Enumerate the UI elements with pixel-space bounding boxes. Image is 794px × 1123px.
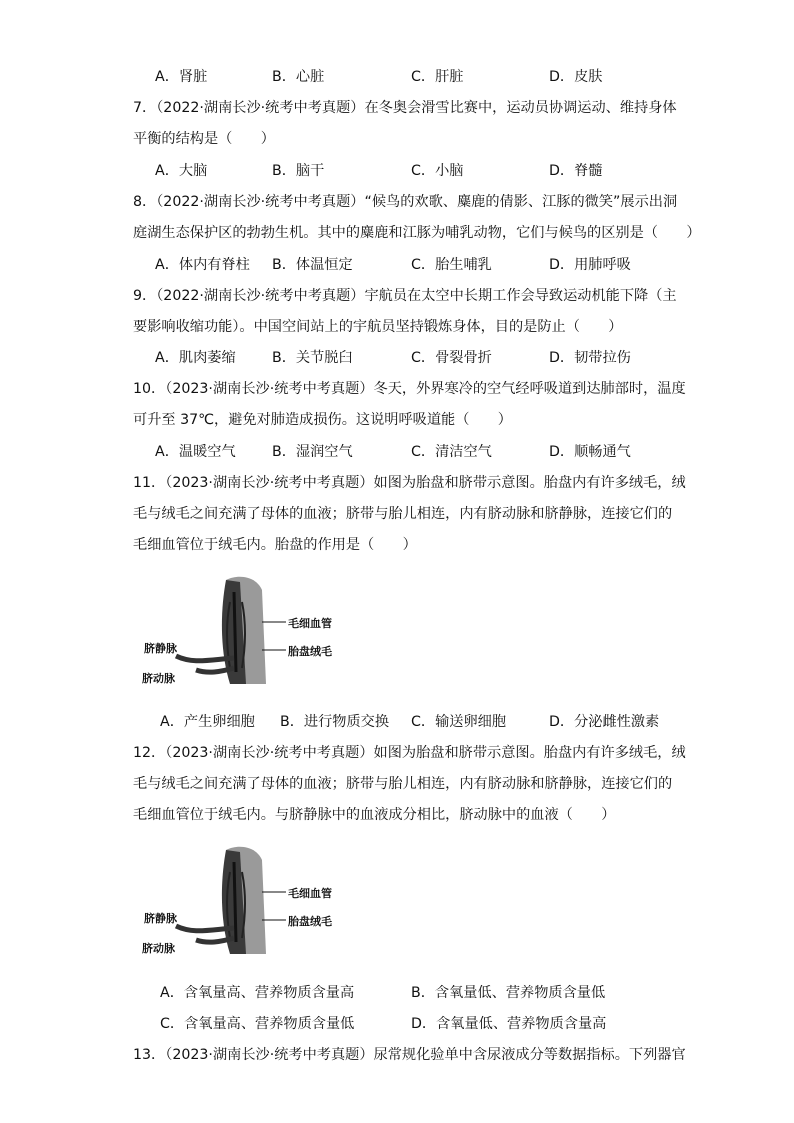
placenta-diagram <box>138 572 388 690</box>
q10-option-a: A．温暖空气 <box>155 444 236 460</box>
q8-line-2: 庭湖生态保护区的勃勃生机。其中的麋鹿和江豚为哺乳动物，它们与候鸟的区别是（ ） <box>133 225 701 241</box>
q11-line-2: 毛与绒毛之间充满了母体的血液；脐带与胎儿相连，内有脐动脉和脐静脉，连接它们的 <box>133 506 673 522</box>
q13-line-1: 13．（2023·湖南长沙·统考中考真题）尿常规化验单中含尿液成分等数据指标。下列器官 <box>133 1047 686 1063</box>
q12-option-b: B．含氧量低、营养物质含量低 <box>411 985 606 1001</box>
q7-option-d: D．脊髓 <box>549 163 603 179</box>
q8-option-c: C．胎生哺乳 <box>411 257 492 273</box>
q9-option-d: D．韧带拉伤 <box>549 350 631 366</box>
capillary-label: 毛细血管 <box>288 617 332 630</box>
q12-line-3: 毛细血管位于绒毛内。与脐静脉中的血液成分相比，脐动脉中的血液（ ） <box>133 807 616 823</box>
q7-option-c: C．小脑 <box>411 163 464 179</box>
q11-option-a: A．产生卵细胞 <box>160 714 255 730</box>
q8-option-b: B．体温恒定 <box>272 257 353 273</box>
q10-line-2: 可升至 37℃，避免对肺造成损伤。这说明呼吸道能（ ） <box>133 412 512 428</box>
q10-line-1: 10．（2023·湖南长沙·统考中考真题）冬天，外界寒冷的空气经呼吸道到达肺部时，温度 <box>133 381 686 397</box>
q12-line-1: 12．（2023·湖南长沙·统考中考真题）如图为胎盘和脐带示意图。胎盘内有许多绒毛，绒 <box>133 745 686 761</box>
q12-line-2: 毛与绒毛之间充满了母体的血液；脐带与胎儿相连，内有脐动脉和脐静脉，连接它们的 <box>133 776 673 792</box>
villi-label: 胎盘绒毛 <box>288 645 332 658</box>
q8-line-1: 8．（2022·湖南长沙·统考中考真题）“候鸟的欢歌、麋鹿的倩影、江豚的微笑”展示出洞 <box>133 194 678 210</box>
q10-option-d: D．顺畅通气 <box>549 444 631 460</box>
q11-line-3: 毛细血管位于绒毛内。胎盘的作用是（ ） <box>133 537 417 553</box>
q7-option-b: B．脑干 <box>272 163 325 179</box>
q8-option-d: D．用肺呼吸 <box>549 257 631 273</box>
q6-option-c: C．肝脏 <box>411 69 464 85</box>
placenta-diagram <box>138 842 388 960</box>
q7-option-a: A．大脑 <box>155 163 208 179</box>
q11-line-1: 11．（2023·湖南长沙·统考中考真题）如图为胎盘和脐带示意图。胎盘内有许多绒毛，绒 <box>133 475 686 491</box>
q9-option-c: C．骨裂骨折 <box>411 350 492 366</box>
q9-option-a: A．肌肉萎缩 <box>155 350 236 366</box>
q7-line-2: 平衡的结构是（ ） <box>133 131 275 147</box>
umbilical-vein-label: 脐静脉 <box>144 642 177 655</box>
capillary-label: 毛细血管 <box>288 887 332 900</box>
umbilical-artery-label: 脐动脉 <box>142 672 175 685</box>
q10-option-c: C．清洁空气 <box>411 444 492 460</box>
q6-option-d: D．皮肤 <box>549 69 603 85</box>
q6-option-a: A．肾脏 <box>155 69 208 85</box>
q12-option-d: D．含氧量低、营养物质含量高 <box>411 1016 607 1032</box>
q11-option-c: C．输送卵细胞 <box>411 714 507 730</box>
umbilical-vein-label: 脐静脉 <box>144 912 177 925</box>
q12-option-a: A．含氧量高、营养物质含量高 <box>160 985 355 1001</box>
q10-option-b: B．湿润空气 <box>272 444 353 460</box>
q8-option-a: A．体内有脊柱 <box>155 257 250 273</box>
q11-option-d: D．分泌雌性激素 <box>549 714 660 730</box>
q11-option-b: B．进行物质交换 <box>280 714 390 730</box>
placenta-umbilical-figure-2 <box>138 842 388 960</box>
umbilical-artery-label: 脐动脉 <box>142 942 175 955</box>
villi-label: 胎盘绒毛 <box>288 915 332 928</box>
q7-line-1: 7．（2022·湖南长沙·统考中考真题）在冬奥会滑雪比赛中，运动员协调运动、维持身体 <box>133 100 677 116</box>
q9-line-1: 9．（2022·湖南长沙·统考中考真题）宇航员在太空中长期工作会导致运动机能下降（主 <box>133 288 677 304</box>
q6-option-b: B．心脏 <box>272 69 325 85</box>
q12-option-c: C．含氧量高、营养物质含量低 <box>160 1016 355 1032</box>
q9-option-b: B．关节脱臼 <box>272 350 353 366</box>
placenta-umbilical-figure-1 <box>138 572 388 690</box>
q9-line-2: 要影响收缩功能）。中国空间站上的宇航员坚持锻炼身体，目的是防止（ ） <box>133 319 623 335</box>
